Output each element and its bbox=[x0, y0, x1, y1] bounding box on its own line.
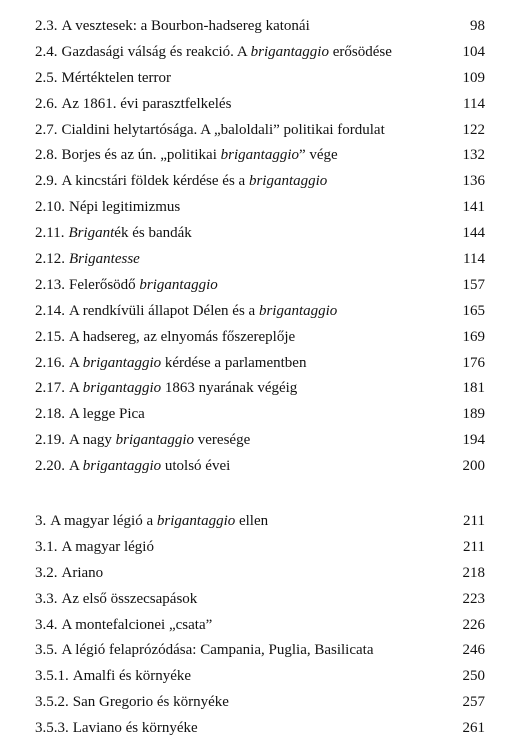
toc-entry-title bbox=[35, 638, 455, 664]
toc-entry-number: 2.11. bbox=[35, 225, 65, 242]
toc-entry-italic-text: brigantaggio bbox=[82, 458, 162, 475]
toc-entry-page-number: 114 bbox=[463, 251, 485, 268]
toc-entry-italic-text: brigantaggio bbox=[82, 354, 162, 371]
toc-entry-page-number: 200 bbox=[462, 458, 485, 475]
toc-entry-text: Mértéktelen terror bbox=[61, 69, 172, 86]
toc-entry-number: 3.3. bbox=[35, 590, 58, 607]
toc-entry-number: 2.5. bbox=[35, 69, 58, 86]
toc-entry-text: veresége bbox=[194, 432, 251, 449]
toc-entry-page-number: 261 bbox=[462, 720, 485, 737]
toc-entry-page-number: 132 bbox=[462, 147, 485, 164]
toc-entry-text: A vesztesek: a Bourbon-hadsereg katonái bbox=[61, 18, 310, 34]
toc-entry-text: A magyar légió a bbox=[50, 513, 157, 530]
toc-entry-number: 2.15. bbox=[35, 328, 65, 345]
toc-entry-text: Borjes és az ún. „politikai bbox=[61, 147, 221, 164]
toc-entry bbox=[35, 273, 485, 299]
toc-entry-number: 3.5. bbox=[35, 642, 58, 659]
toc-entry-page-number: 223 bbox=[462, 590, 485, 607]
toc-entry-number: 2.9. bbox=[35, 173, 58, 190]
toc-entry-number: 3.5.3. bbox=[35, 720, 69, 737]
toc-entry-page-number: 218 bbox=[462, 564, 485, 581]
toc-entry-text: ellen bbox=[235, 513, 269, 530]
toc-entry-number: 2.14. bbox=[35, 302, 65, 319]
toc-entry-title bbox=[35, 40, 455, 66]
toc-entry-number: 2.12. bbox=[35, 251, 65, 268]
toc-entry-italic-text: brigantaggio bbox=[139, 276, 218, 293]
toc-entry bbox=[35, 247, 485, 273]
toc-entry-text: A kincstári földek kérdése és a bbox=[61, 173, 249, 190]
toc-entry-title bbox=[35, 299, 455, 325]
toc-entry-title bbox=[35, 221, 455, 247]
toc-entry bbox=[35, 195, 485, 221]
toc-entry-title bbox=[35, 509, 455, 535]
toc-entry-text: A bbox=[69, 354, 83, 371]
toc-entry-text: Cialdini helytartósága. A „baloldali” politikai fordulat bbox=[61, 121, 385, 138]
toc-entry-title bbox=[35, 273, 455, 299]
toc-entry-text: ék és bandák bbox=[114, 225, 192, 242]
toc-entry-text: utolsó évei bbox=[161, 458, 231, 475]
toc-entry-page-number: 189 bbox=[462, 406, 485, 423]
toc-entry-number: 2.19. bbox=[35, 432, 65, 449]
toc-entry-text: Az első összecsapások bbox=[61, 590, 198, 607]
toc-entry-text: A nagy bbox=[69, 432, 116, 449]
toc-entry bbox=[35, 351, 485, 377]
toc-entry-italic-text: brigantaggio bbox=[115, 432, 195, 449]
toc-entry bbox=[35, 535, 485, 561]
toc-entry bbox=[35, 92, 485, 118]
toc-entry-number: 3.5.1. bbox=[35, 668, 69, 685]
toc-entry-italic-text: brigantaggio bbox=[156, 513, 236, 530]
toc-entry-number: 2.4. bbox=[35, 43, 58, 60]
toc-entry-page-number: 181 bbox=[462, 380, 485, 397]
toc-entry-text: A rendkívüli állapot Délen és a bbox=[69, 302, 259, 319]
toc-entry-title bbox=[35, 325, 455, 351]
toc-entry-title bbox=[35, 587, 455, 613]
toc-entry-page-number: 169 bbox=[462, 328, 485, 345]
toc-entry-number: 2.10. bbox=[35, 199, 65, 216]
toc-entry-text: A bbox=[69, 380, 83, 397]
toc-entry-title bbox=[35, 14, 455, 40]
toc-entry-text: Laviano és környéke bbox=[72, 720, 198, 737]
toc-entry-page-number: 98 bbox=[470, 18, 485, 34]
toc-entry-text: ” vége bbox=[298, 147, 338, 164]
toc-entry-number: 3.4. bbox=[35, 616, 58, 633]
toc-entry-title bbox=[35, 454, 455, 480]
toc-entry-page-number: 104 bbox=[462, 43, 485, 60]
toc-entry-number: 3.2. bbox=[35, 564, 58, 581]
toc-entry-text: 1863 nyarának végéig bbox=[161, 380, 298, 397]
toc-entry-title bbox=[35, 66, 455, 92]
toc-entry-italic-text: brigantaggio bbox=[258, 302, 338, 319]
toc-entry-page-number: 136 bbox=[462, 173, 485, 190]
toc-entry-text: Népi legitimizmus bbox=[69, 199, 181, 216]
toc-entry-title bbox=[35, 376, 455, 402]
toc-entry-text: Gazdasági válság és reakció. A bbox=[61, 43, 251, 60]
toc-entry-page-number: 165 bbox=[462, 302, 485, 319]
toc-entry-text: Felerősödő bbox=[69, 276, 140, 293]
toc-entry-page-number: 141 bbox=[462, 199, 485, 216]
toc-entry bbox=[35, 325, 485, 351]
toc-entry-page-number: 176 bbox=[462, 354, 485, 371]
toc-entry bbox=[35, 66, 485, 92]
toc-entry-italic-text: brigantaggio bbox=[250, 43, 329, 60]
toc-entry-page-number: 194 bbox=[462, 432, 485, 449]
toc-entry-title bbox=[35, 118, 455, 144]
toc-entry-number: 2.18. bbox=[35, 406, 65, 423]
toc-entry-italic-text: brigantaggio bbox=[220, 147, 299, 164]
toc-entry-title bbox=[35, 143, 455, 169]
toc-entry-text: A bbox=[69, 458, 83, 475]
toc-entry-page-number: 122 bbox=[462, 121, 485, 138]
toc-entry-title bbox=[35, 690, 455, 716]
toc-entry bbox=[35, 299, 485, 325]
toc-entry-title bbox=[35, 561, 455, 587]
toc-entry-number: 3.5.2. bbox=[35, 694, 69, 711]
toc-entry-page-number: 257 bbox=[462, 694, 485, 711]
toc-entry bbox=[35, 40, 485, 66]
toc-entry-title bbox=[35, 92, 455, 118]
toc-entry-title bbox=[35, 169, 455, 195]
toc-entry-text: Amalfi és környéke bbox=[72, 668, 192, 685]
toc-entry-title bbox=[35, 247, 455, 273]
toc-entry-number: 3.1. bbox=[35, 538, 58, 555]
toc-entry-text: A montefalcionei „csata” bbox=[61, 616, 213, 633]
toc-entry-number: 2.3. bbox=[35, 18, 58, 34]
toc-entry bbox=[35, 14, 485, 40]
toc-entry-number: 2.7. bbox=[35, 121, 58, 138]
toc-entry-page-number: 157 bbox=[462, 276, 485, 293]
toc-entry-page-number: 114 bbox=[463, 95, 485, 112]
toc-entry-italic-text: brigantaggio bbox=[248, 173, 328, 190]
toc-entry bbox=[35, 376, 485, 402]
toc-entry-text: Az 1861. évi parasztfelkelés bbox=[61, 95, 232, 112]
toc-entry bbox=[35, 716, 485, 742]
toc-entry-title bbox=[35, 402, 455, 428]
toc-entry bbox=[35, 221, 485, 247]
toc-entry bbox=[35, 561, 485, 587]
table-of-contents bbox=[35, 14, 485, 742]
toc-entry bbox=[35, 169, 485, 195]
toc-entry-page-number: 226 bbox=[462, 616, 485, 633]
toc-entry bbox=[35, 613, 485, 639]
toc-entry-number: 2.17. bbox=[35, 380, 65, 397]
toc-entry bbox=[35, 454, 485, 480]
toc-entry-page-number: 250 bbox=[462, 668, 485, 685]
toc-entry bbox=[35, 509, 485, 535]
toc-entry-title bbox=[35, 613, 455, 639]
toc-entry-italic-text: Brigantesse bbox=[69, 251, 140, 268]
toc-entry-page-number: 246 bbox=[462, 642, 485, 659]
toc-entry-text: Ariano bbox=[61, 564, 104, 581]
toc-entry bbox=[35, 664, 485, 690]
toc-entry-number: 2.20. bbox=[35, 458, 65, 475]
toc-entry bbox=[35, 143, 485, 169]
toc-entry-title bbox=[35, 535, 455, 561]
toc-entry-page-number: 211 bbox=[463, 538, 485, 555]
toc-entry bbox=[35, 428, 485, 454]
toc-entry-title bbox=[35, 716, 455, 742]
toc-entry-text: kérdése a parlamentben bbox=[161, 354, 307, 371]
toc-entry-number: 2.13. bbox=[35, 276, 65, 293]
toc-entry-text: A hadsereg, az elnyomás főszereplője bbox=[69, 328, 296, 345]
toc-entry-title bbox=[35, 428, 455, 454]
toc-entry-title bbox=[35, 664, 455, 690]
toc-entry-italic-text: brigantaggio bbox=[82, 380, 162, 397]
toc-entry-text: A légió felaprózódása: Campania, Puglia, Basilicata bbox=[61, 642, 374, 659]
toc-entry-text: A magyar légió bbox=[61, 538, 154, 555]
toc-entry-title bbox=[35, 195, 455, 221]
toc-entry-number: 2.6. bbox=[35, 95, 58, 112]
toc-entry-page-number: 211 bbox=[463, 513, 485, 530]
toc-entry bbox=[35, 587, 485, 613]
toc-entry-text: erősödése bbox=[328, 43, 392, 60]
toc-entry bbox=[35, 690, 485, 716]
toc-entry-text: A legge Pica bbox=[69, 406, 145, 423]
toc-entry-title bbox=[35, 351, 455, 377]
toc-entry bbox=[35, 118, 485, 144]
toc-entry-number: 3. bbox=[35, 513, 47, 530]
toc-entry-page-number: 144 bbox=[462, 225, 485, 242]
toc-entry bbox=[35, 402, 485, 428]
toc-entry-number: 2.8. bbox=[35, 147, 58, 164]
toc-entry-italic-text: Brigant bbox=[68, 225, 115, 242]
toc-entry bbox=[35, 638, 485, 664]
toc-entry-page-number: 109 bbox=[462, 69, 485, 86]
toc-entry-number: 2.16. bbox=[35, 354, 65, 371]
toc-entry-text: San Gregorio és környéke bbox=[72, 694, 229, 711]
